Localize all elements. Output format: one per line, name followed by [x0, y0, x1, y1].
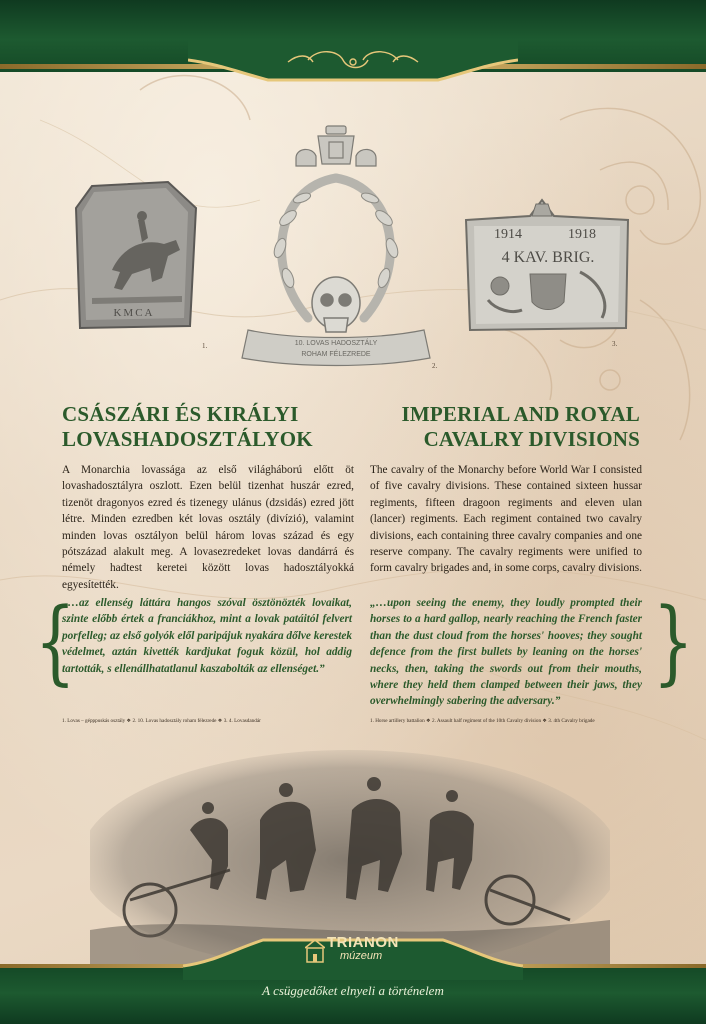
footnote-hungarian: 1. Lovas – gépppuskás osztály ❖ 2. 10. Lovas hadosztály roham félezrede ❖ 3. 4. Lovasdandár — [62, 718, 261, 724]
heading-hungarian-line2: LOVASHADOSZTÁLYOK — [62, 427, 313, 451]
badge-3-year-left: 1914 — [494, 227, 522, 242]
heading-hungarian-line1: CSÁSZÁRI ÉS KIRÁLYI — [62, 402, 299, 426]
heading-hungarian — [62, 402, 313, 452]
quote-english: „…upon seeing the enemy, they loudly prompted their horses to a hard gallop, nearly reaching the French faster than the dust cloud from the horses' hooves; they sought defence from the first bullets by leaning on the horses' necks, then, taking the swords out from their mouths, where they held them clamped between their jaws, they overwhelmingly sabering the adversary.” — [370, 597, 642, 708]
museum-building-icon — [305, 938, 325, 964]
badge-3-cavalry-brigade — [460, 182, 635, 337]
body-hungarian: A Monarchia lovassága az első világháború előtt öt lovashadosztályra oszlott. Ezen belül tizenhat huszár ezred, tizenöt dragonyos ezred és tizenegy ulánus (dzsidás) ezred jött létre. Minden ezredben két lovas osztály (divízió), valamint minden lovas osztályon belül három lovas század és egy pótszázad alakult meg. A lovasezredeket lovas dandárrá és némely hadtest keretei között lovas hadosztályokká egyesítették. — [62, 464, 354, 591]
badge-1-number: 1. — [202, 342, 208, 350]
quote-hungarian: „…az ellenség láttára hangos szóval ösztönözték lovaikat, szinte előbb értek a franciákhoz, mint a lovak patáitól felvert porfelleg; az első golyók elől paripájuk nyakára dőlve kerestek védelmet, aztán kivették kardjukat foguk közül, hol addig tartották, s ellenállhatatlanul kaszabolták az ellenséget.” — [62, 597, 352, 675]
heading-english-line1: IMPERIAL AND ROYAL — [401, 402, 640, 426]
badge-2-ribbon-line2: ROHAM FÉLEZREDE — [301, 351, 371, 358]
badge-3-number: 3. — [612, 340, 618, 348]
heading-english-line2: CAVALRY DIVISIONS — [423, 427, 640, 451]
badge-1-inscription: KMCA — [113, 307, 155, 319]
badge-1-horse-machine-gun — [72, 178, 200, 333]
body-english: The cavalry of the Monarchy before World War I consisted of five cavalry divisions. These contained sixteen hussar regiments, fifteen dragoon regiments and eleven ulan (lancer) regiments. Each regiment contained two cavalry divisions, each containing three cavalry companies and one reserve company. The cavalry regiments were unified to form cavalry brigades and, in some corps, cavalry divisions. — [370, 464, 642, 575]
logo-trianon-text: TRIANON — [327, 934, 399, 951]
badge-2-ribbon-line1: 10. LOVAS HADOSZTÁLY — [294, 340, 378, 347]
header-ornament — [188, 40, 518, 100]
badge-3-year-right: 1918 — [568, 227, 596, 242]
heading-english — [400, 402, 640, 452]
footnote-english: 1. Horse artillery battalion ❖ 2. Assault half regiment of the 10th Cavalry division ❖ 3. 4th Cavalry brigade — [370, 718, 595, 724]
badge-2-number: 2. — [432, 362, 438, 370]
logo-muzeum-text: múzeum — [340, 950, 383, 962]
badge-3-inscription: 4 KAV. BRIG. — [501, 249, 595, 266]
right-brace-ornament: } — [652, 588, 694, 695]
badge-2-assault-half-regiment — [236, 118, 436, 373]
left-brace-ornament: { — [34, 588, 76, 695]
footer-tagline: A csüggedőket elnyeli a történelem — [262, 983, 444, 998]
